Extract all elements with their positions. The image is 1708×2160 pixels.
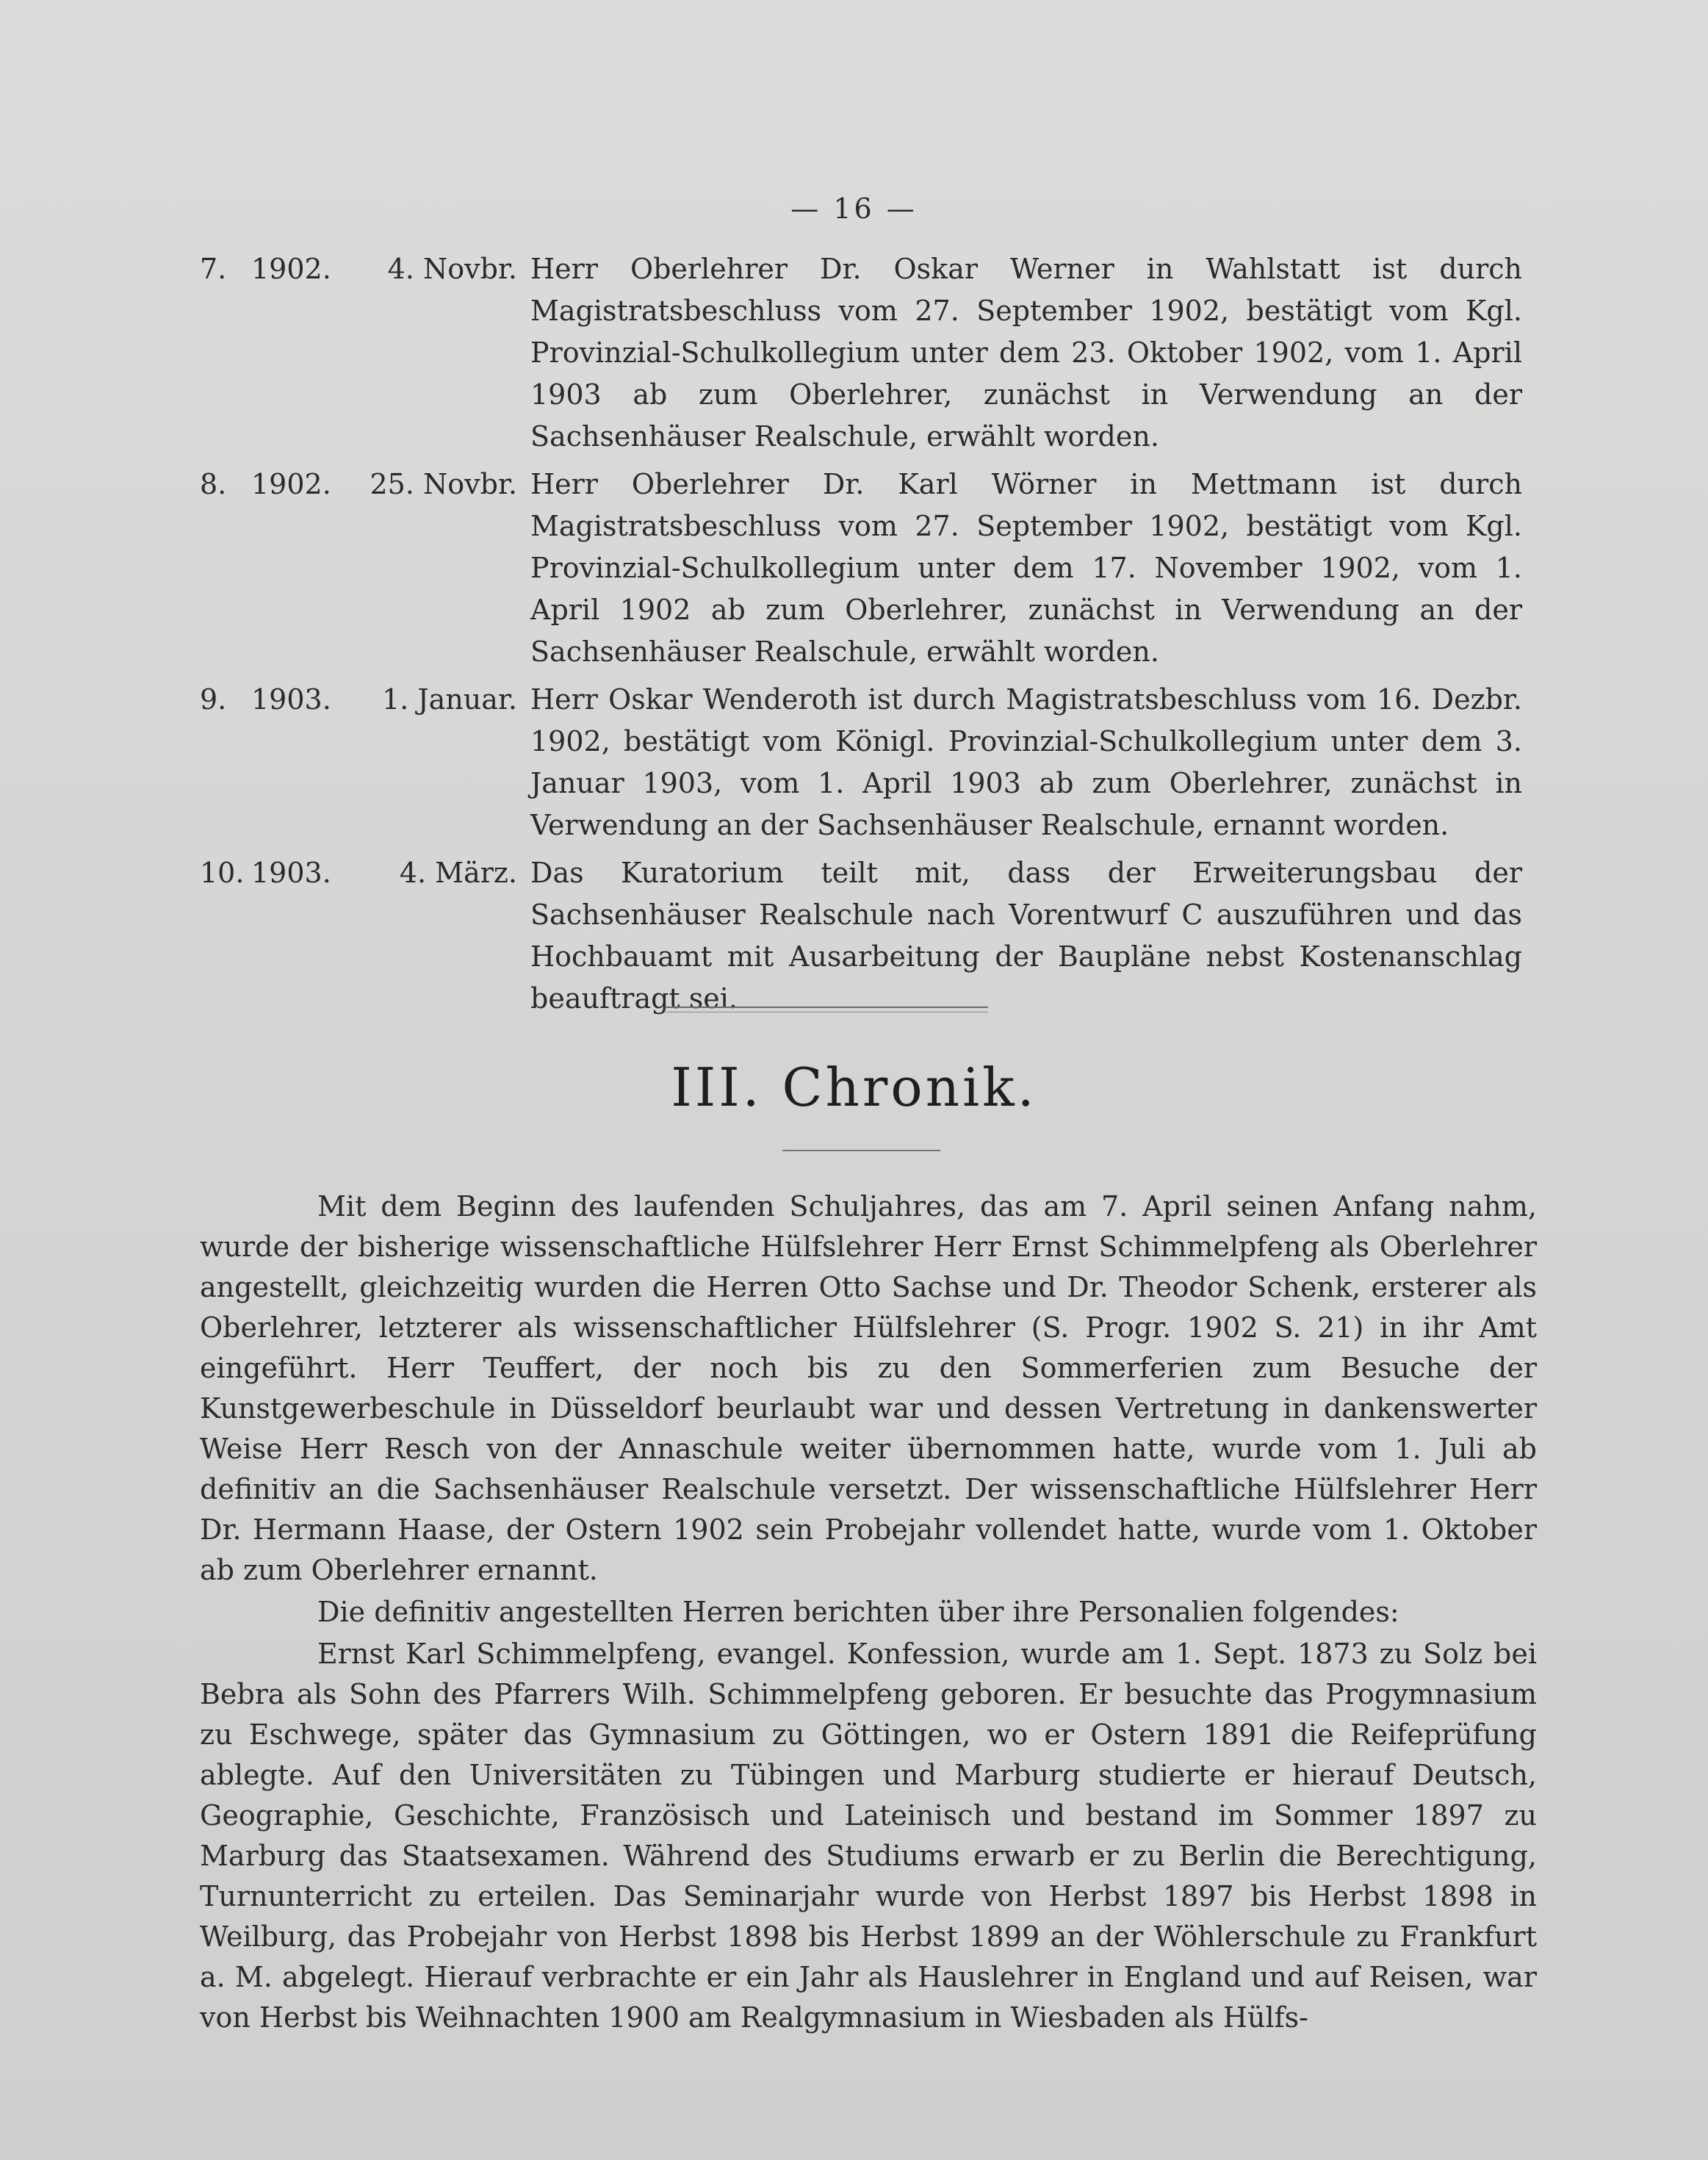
paragraph: Mit dem Beginn des laufenden Schuljahres, das am 7. April seinen Anfang nahm, wurde der bisherige wissenschaftliche Hülfslehrer Herr Ernst Schimmelpfeng als Oberlehrer angestellt, gleichzeitig wurden die Herren Otto Sachse und Dr. Theodor Schenk, ersterer als Oberlehrer, letzterer als wissenschaftlicher Hülfslehrer (S. Progr. 1902 S. 21) in ihr Amt eingeführt. Herr Teuffert, der noch bis zu den Sommerferien zum Besuche der Kunstgewerbeschule in Düsseldorf beurlaubt war und dessen Vertretung in dankenswerter Weise Herr Resch von der Annaschule weiter übernommen hatte, wurde vom 1. Juli ab definitiv an die Sachsenhäuser Realschule versetzt. Der wissenschaftliche Hülfslehrer Herr Dr. Hermann Haase, der Ostern 1902 sein Probejahr vollendet hatte, wurde vom 1. Oktober ab zum Oberlehrer ernannt.: [200, 1190, 1537, 1586]
entries-list: [200, 248, 1522, 1026]
entry-year: 1903.: [251, 857, 331, 889]
entry-number: 9.: [200, 683, 227, 716]
list-item: [200, 679, 1522, 846]
paragraph: Ernst Karl Schimmelpfeng, evangel. Konfession, wurde am 1. Sept. 1873 zu Solz bei Bebra als Sohn des Pfarrers Wilh. Schimmelpfeng geboren. Er besuchte das Progymnasium zu Eschwege, später das Gymnasium zu Göttingen, wo er Ostern 1891 die Reifeprüfung ablegte. Auf den Universitäten zu Tübingen und Marburg studierte er hierauf Deutsch, Geographie, Geschichte, Französisch und Lateinisch und bestand im Sommer 1897 zu Marburg das Staatsexamen. Während des Studiums erwarb er zu Berlin die Berechtigung, Turnunterricht zu erteilen. Das Seminarjahr wurde von Herbst 1897 bis Herbst 1898 in Weilburg, das Probejahr von Herbst 1898 bis Herbst 1899 an der Wöhlerschule zu Frankfurt a. M. abgelegt. Hierauf verbrachte er ein Jahr als Hauslehrer in England und auf Reisen, war von Herbst bis Weihnachten 1900 am Realgymnasium in Wiesbaden als Hülfs-: [200, 1638, 1537, 2034]
chronicle-body: [200, 1187, 1537, 2038]
entry-number: 10.: [200, 857, 245, 889]
paragraph: Die definitiv angestellten Herren berichten über ihre Personalien folgendes:: [317, 1596, 1399, 1628]
page-number: — 16 —: [790, 192, 918, 225]
entry-year: 1902.: [251, 253, 331, 285]
list-item: [200, 852, 1522, 1020]
list-item: [200, 248, 1522, 458]
entry-number: 8.: [200, 468, 227, 500]
entry-number: 7.: [200, 253, 227, 285]
entry-year: 1903.: [251, 683, 331, 716]
entry-date: 4. März.: [399, 857, 517, 889]
entry-text: Herr Oberlehrer Dr. Oskar Werner in Wahlstatt ist durch Magistratsbeschluss vom 27. September 1902, bestätigt vom Kgl. Provinzial-Schulkollegium unter dem 23. Oktober 1902, vom 1. April 1903 ab zum Oberlehrer, zunächst in Verwendung an der Sachsenhäuser Realschule, erwählt worden.: [530, 253, 1522, 453]
entry-text: Das Kuratorium teilt mit, dass der Erweiterungsbau der Sachsenhäuser Realschule nach Vorentwurf C auszuführen und das Hochbauamt mit Ausarbeitung der Baupläne nebst Kostenanschlag beauftragt sei.: [530, 857, 1522, 1015]
entry-date: 25. Novbr.: [370, 468, 517, 500]
section-divider: [665, 1007, 988, 1012]
entry-date: 1. Januar.: [382, 683, 517, 716]
entry-year: 1902.: [251, 468, 331, 500]
list-item: [200, 464, 1522, 673]
section-title: III. Chronik.: [671, 1056, 1037, 1118]
entry-text: Herr Oskar Wenderoth ist durch Magistratsbeschluss vom 16. Dezbr. 1902, bestätigt vom Königl. Provinzial-Schulkollegium unter dem 3. Januar 1903, vom 1. April 1903 ab zum Oberlehrer, zunächst in Verwendung an der Sachsenhäuser Realschule, ernannt worden.: [530, 683, 1522, 841]
entry-date: 4. Novbr.: [387, 253, 517, 285]
entry-text: Herr Oberlehrer Dr. Karl Wörner in Mettmann ist durch Magistratsbeschluss vom 27. September 1902, bestätigt vom Kgl. Provinzial-Schulkollegium unter dem 17. November 1902, vom 1. April 1902 ab zum Oberlehrer, zunächst in Verwendung an der Sachsenhäuser Realschule, erwählt worden.: [530, 468, 1522, 668]
title-underline: [782, 1150, 940, 1151]
